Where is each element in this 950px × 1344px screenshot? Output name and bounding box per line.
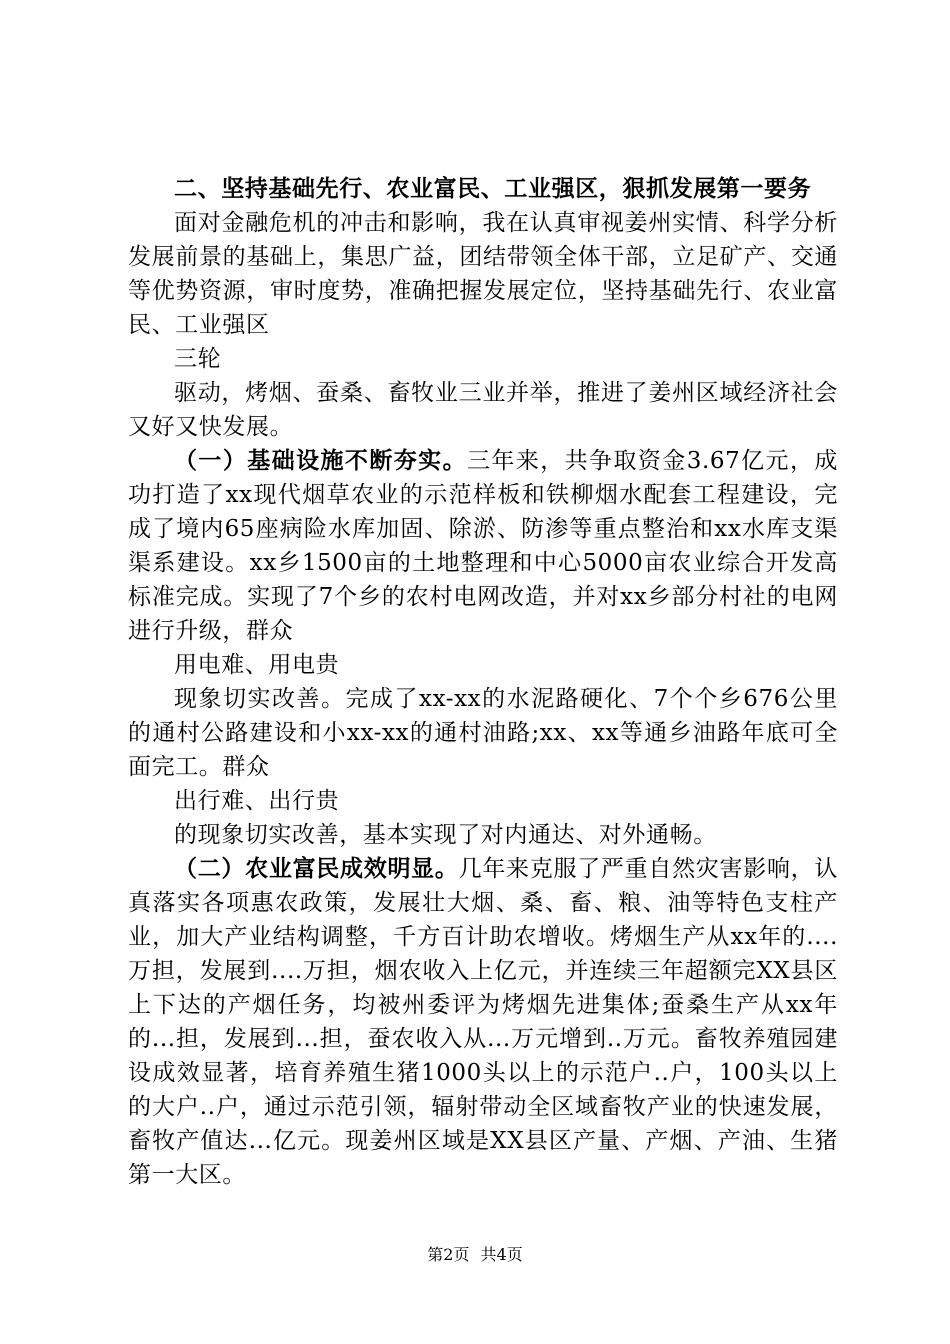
paragraph-fragment: 三轮 [174,346,222,372]
paragraph-intro: 面对金融危机的冲击和影响，我在认真审视姜州实情、科学分析发展前景的基础上，集思广益，团结带领全体干部，立足矿产、交通等优势资源，审时度势，准确把握发展定位，坚持基础先行、农业富民、工业强区 [128,210,838,338]
subsection-title-infrastructure: （一）基础设施不断夯实。 [174,447,467,474]
subsection-text-agriculture: 几年来克服了严重自然灾害影响，认真落实各项惠农政策，发展壮大烟、桑、畜、粮、油等特色支柱产业，加大产业结构调整，千方百计助农增收。烤烟生产从xx年的....万担，发展到....万担，烟农收入上亿元，并连续三年超额完XX县区上下达的产烟任务，均被州委评为烤烟先进集体;蚕桑生产从xx年的...担，发展到...担，蚕农收入从...万元增到..万元。畜牧养殖园建设成效显著，培育养殖生猪1000头以上的示范户..户，100头以上的大户..户，通过示范引领，辐射带动全区域畜牧产业的快速发展，畜牧产值达...亿元。现姜州区域是XX县区产量、产烟、产油、生猪第一大区。 [128,856,838,1188]
paragraph-infrastructure [128,444,838,648]
section-heading: 二、坚持基础先行、农业富民、工业强区，狠抓发展第一要务 [174,175,812,202]
subsection-title-agriculture: （二）农业富民成效明显。 [174,855,459,882]
paragraph-agriculture [128,852,838,1192]
paragraph-fragment: 出行难、出行贵 [174,788,340,814]
paragraph-fragment: 用电难、用电贵 [174,652,340,678]
paragraph-roads: 现象切实改善。完成了xx-xx的水泥路硬化、7个个乡676公里的通村公路建设和小xx-xx的通村油路;xx、xx等通乡油路年底可全面完工。群众 [128,686,838,780]
paragraph-drive: 驱动，烤烟、蚕桑、畜牧业三业并举，推进了姜州区域经济社会又好又快发展。 [128,380,838,440]
subsection-text-infrastructure: 三年来，共争取资金3.67亿元，成功打造了xx现代烟草农业的示范样板和铁柳烟水配套工程建设，完成了境内65座病险水库加固、除淤、防渗等重点整治和xx水库支渠渠系建设。xx乡1500亩的土地整理和中心5000亩农业综合开发高标准完成。实现了7个乡的农村电网改造，并对xx乡部分村社的电网进行升级，群众 [128,448,838,644]
page-number: 第2页 [427,1245,470,1264]
document-body [128,172,838,1192]
page-footer [0,1244,950,1266]
paragraph-roads-end: 的现象切实改善，基本实现了对内通达、对外通畅。 [174,822,717,848]
page-total: 共4页 [480,1245,523,1264]
